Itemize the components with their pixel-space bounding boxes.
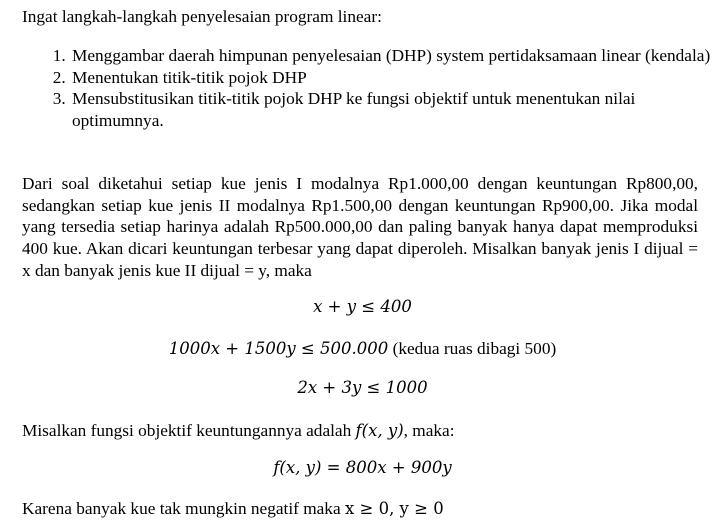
constraint-1	[0, 297, 725, 316]
equation: x + y ≤ 400	[313, 297, 412, 316]
equation: 1000x + 1500y ≤ 500.000	[168, 339, 389, 358]
objective-intro	[22, 421, 455, 441]
list-item: 1. Menggambar daerah himpunan penyelesaian (DHP) system pertidaksamaan linear (kendala)	[70, 45, 715, 67]
math: x ≥ 0, y ≥ 0	[344, 499, 444, 518]
objective-function	[0, 458, 725, 477]
text: , maka:	[403, 421, 455, 440]
list-item: 2. Menentukan titik-titik pojok DHP	[70, 67, 715, 89]
steps-list	[22, 45, 715, 131]
equation: f(x, y) = 800x + 900y	[273, 458, 452, 477]
text: Misalkan fungsi objektif keuntungannya adalah	[22, 421, 356, 440]
equation: 2x + 3y ≤ 1000	[297, 378, 428, 397]
list-item: 3. Mensubstitusikan titik-titik pojok DHP ke fungsi objektif untuk menentukan nilai optimumnya.	[70, 88, 715, 131]
problem-paragraph: Dari soal diketahui setiap kue jenis I modalnya Rp1.000,00 dengan keuntungan Rp800,00, sedangkan setiap kue jenis II modalnya Rp1.500,00 dengan keuntungan Rp900,00. Jika modal yang tersedia setiap harinya adalah Rp500.000,00 dan paling banyak hanya dapat memproduksi 400 kue. Akan dicari keuntungan terbesar yang dapat diperoleh. Misalkan banyak jenis I dijual = x dan banyak jenis kue II dijual = y, maka	[22, 174, 698, 280]
constraint-2	[0, 339, 725, 359]
text: Karena banyak kue tak mungkin negatif maka	[22, 499, 345, 518]
nonnegativity-text	[22, 499, 444, 519]
math: f(x, y)	[355, 421, 404, 440]
constraint-3	[0, 378, 725, 397]
equation-note: (kedua ruas dibagi 500)	[388, 339, 557, 358]
intro-text: Ingat langkah-langkah penyelesaian program linear:	[22, 7, 382, 26]
